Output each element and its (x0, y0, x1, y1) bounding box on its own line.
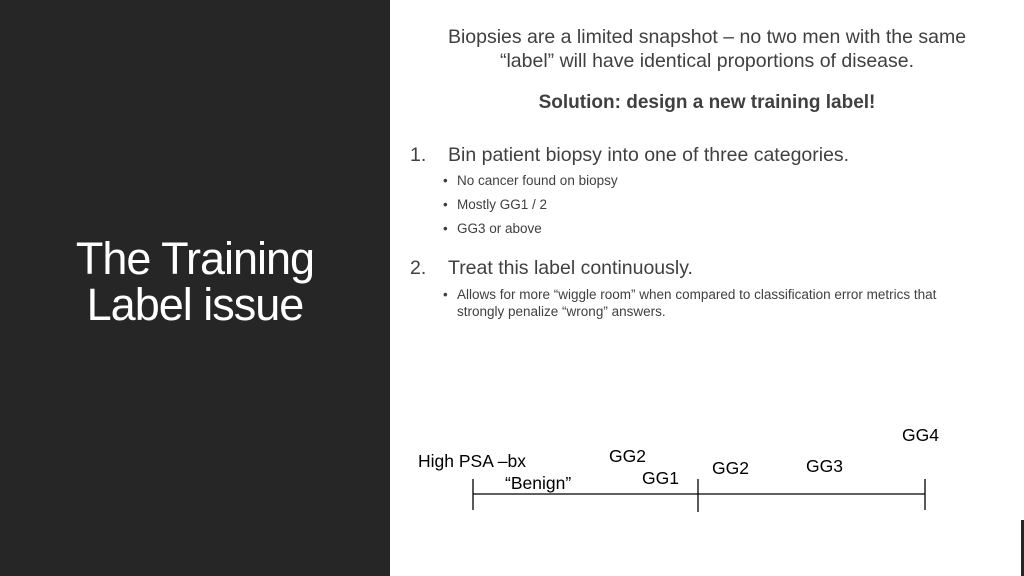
bullet-dot: • (443, 287, 448, 302)
bullet-text: No cancer found on biopsy (457, 173, 618, 188)
label-gg2-upper: GG2 (609, 446, 646, 466)
bullet-text-line-1: Allows for more “wiggle room” when compared to classification error metrics that (457, 287, 937, 302)
bullet-text: Mostly GG1 / 2 (457, 197, 548, 212)
bullet-dot: • (443, 197, 448, 212)
intro-line-2: “label” will have identical proportions of disease. (499, 50, 915, 72)
intro-line-1: Biopsies are a limited snapshot – no two men with the same (447, 26, 967, 48)
slide-title (0, 233, 390, 330)
step-1 (410, 143, 849, 167)
step-2-bullet-1 (443, 286, 1003, 320)
step-2-text: Treat this label continuously. (448, 257, 693, 279)
label-benign: “Benign” (505, 473, 572, 493)
bullet-text: GG3 or above (457, 221, 542, 236)
label-gg1: GG1 (642, 468, 679, 488)
label-gg2-mid: GG2 (712, 458, 749, 478)
step-1-bullet-1 (443, 172, 1003, 189)
bullet-text-line-2: strongly penalize “wrong” answers. (457, 304, 666, 319)
step-2 (410, 256, 693, 280)
slide-title-line-1: The Training (75, 233, 315, 284)
step-1-text: Bin patient biopsy into one of three categories. (448, 144, 850, 166)
step-1-bullet-3 (443, 220, 1003, 237)
title-panel (0, 0, 390, 576)
label-gg4: GG4 (902, 425, 939, 445)
intro-text (400, 25, 1014, 73)
bullet-text (457, 286, 1003, 320)
label-gg3: GG3 (806, 456, 843, 476)
slide-title-line-2: Label issue (86, 279, 304, 330)
step-2-number: 2. (410, 257, 427, 279)
step-1-number: 1. (410, 144, 427, 166)
bullet-dot: • (443, 173, 448, 188)
label-high-psa: High PSA –bx (418, 451, 526, 471)
solution-heading: Solution: design a new training label! (538, 92, 876, 113)
bullet-dot: • (443, 221, 448, 236)
step-1-bullet-2 (443, 196, 1003, 213)
